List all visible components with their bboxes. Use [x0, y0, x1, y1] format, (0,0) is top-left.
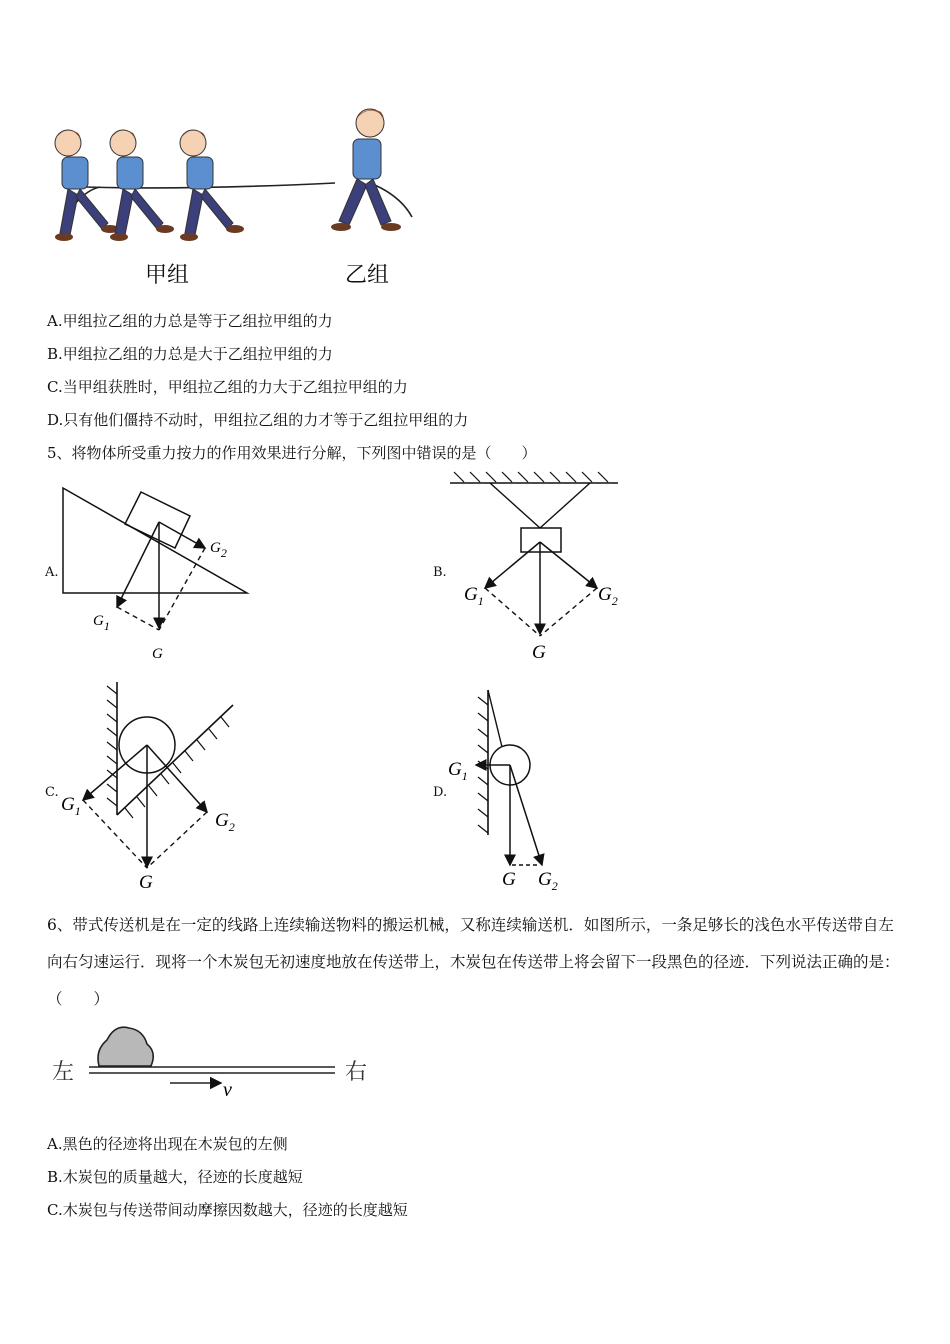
charcoal-package-icon [98, 1027, 153, 1066]
q5-stem: 5、将物体所受重力按力的作用效果进行分解，下列图中错误的是（ ） [47, 444, 537, 462]
q5-figure-c-label: C. [45, 785, 59, 800]
person-icon [110, 130, 174, 241]
q5-a-g2-label: $G_2$ [210, 540, 227, 560]
q5-c-g1-label: $G_1$ [61, 794, 81, 818]
tug-left-group-label: 甲组 [145, 263, 190, 288]
q4-option-a: A.甲组拉乙组的力总是等于乙组拉甲组的力 [47, 312, 333, 330]
q5-b-g1-label: $G_1$ [464, 584, 484, 608]
q5-a-g-label: G [152, 646, 163, 662]
q5-d-g1-label: $G_1$ [448, 759, 468, 783]
q6-option-b: B.木炭包的质量越大，径迹的长度越短 [47, 1168, 303, 1186]
q6-option-c: C.木炭包与传送带间动摩擦因数越大，径迹的长度越短 [47, 1201, 408, 1219]
q5-figure-d-label: D. [433, 785, 448, 800]
q5-d-g-label: G [502, 869, 516, 890]
q5-c-g2-label: $G_2$ [215, 810, 235, 834]
q5-a-g1-label: $G_1$ [93, 613, 110, 633]
q6-right-label: 右 [345, 1060, 368, 1085]
q6-velocity-label: v [223, 1079, 232, 1101]
q6-stem: 6、带式传送机是在一定的线路上连续输送物料的搬运机械，又称连续输送机．如图所示，一条足够长的浅色水平传送带自左向右匀速运行．现将一个木炭包无初速度地放在传送带上，木炭包在传送带上将会留下一段黑色的径迹．下列说法正确的是： （ ） [47, 916, 908, 1008]
person-icon [55, 130, 119, 241]
q5-figure-a-label: A. [45, 565, 59, 580]
person-icon [331, 109, 401, 231]
q4-option-b: B.甲组拉乙组的力总是大于乙组拉甲组的力 [47, 345, 333, 363]
q5-figure-b-label: B. [433, 565, 447, 580]
q6-left-label: 左 [52, 1060, 75, 1085]
q5-c-g-label: G [139, 872, 153, 893]
q5-figure-b [440, 470, 640, 670]
q6-option-a: A.黑色的径迹将出现在木炭包的左侧 [47, 1135, 288, 1153]
tug-right-group-label: 乙组 [345, 263, 390, 288]
q5-b-g-label: G [532, 642, 546, 663]
q5-d-g2-label: $G_2$ [538, 869, 558, 893]
person-icon [180, 130, 244, 241]
q4-option-d: D.只有他们僵持不动时，甲组拉乙组的力才等于乙组拉甲组的力 [47, 411, 469, 429]
q6-conveyor-figure [85, 1020, 345, 1105]
q5-figure-a [55, 480, 265, 670]
q5-b-g2-label: $G_2$ [598, 584, 618, 608]
q5-figure-d [440, 685, 590, 895]
q4-option-c: C.当甲组获胜时，甲组拉乙组的力大于乙组拉甲组的力 [47, 378, 408, 396]
q5-figure-c [55, 680, 255, 895]
